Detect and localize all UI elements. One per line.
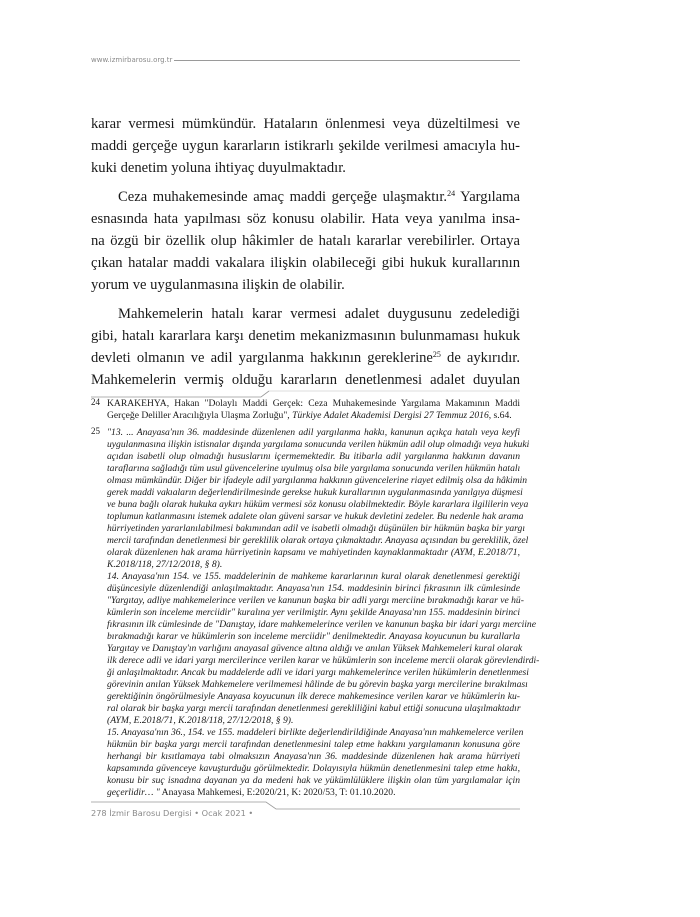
text-line	[107, 703, 520, 715]
text-segment: gerektiğinin öngörülmesiyle Anayasa koyucunun ilk derece mahkemesince verilen karar ve hükümlerin ku-	[107, 691, 520, 702]
footer-text: 278 İzmir Barosu Dergisi • Ocak 2021 •	[91, 808, 254, 818]
text-line	[107, 547, 520, 559]
text-segment: 14. Anayasa'nın 154. ve 155. maddelerinin de mahkeme kararlarının kural olarak denetlenmesi gerektiği	[107, 571, 520, 582]
text-segment: Türkiye Adalet Akademisi Dergisi 27 Temmuz 2016	[292, 410, 489, 421]
text-line	[91, 347, 520, 369]
text-segment: çıkan hatalar maddi vakalara ilişkin olabileceği gibi hukuk kurallarının	[91, 255, 520, 271]
text-segment: kapsamında güvenceye kavuşturduğu görülmektedir. Dolayısıyla hükmün denetlenmesini talep etme hakkı,	[107, 763, 520, 774]
text-segment: ve buna bağlı olarak hukuka aykırı hüküm vermesi söz konusu olabilmektedir. Böyle kararlara ilgililerin veya	[107, 499, 529, 510]
text-line	[107, 655, 540, 667]
text-segment: gibi, hatalı kararlara karşı denetim mekanizmasının bulunmaması hukuk	[91, 328, 520, 344]
text-segment: hükmün bir başka yargı mercii tarafından denetlenmesini talep etme hakkını yargılamanın konusuna göre	[107, 739, 520, 750]
text-segment: 15. Anayasa'nın 36., 154. ve 155. maddeleri birlikte değerlendirildiğinde Anayasa'nın mahkemelerce verilen	[107, 727, 524, 738]
text-segment: "13. ... Anayasa'nın 36. maddesinde düzenlenen adil yargılanma hakkı, kanunun açıkça hatalı veya keyfi	[107, 427, 520, 438]
text-line	[107, 679, 528, 691]
text-line	[91, 325, 520, 347]
text-segment: olarak düzenlenen hak arama hürriyetinin kapsamı ve mahiyetinden kaynaklanmaktadır (AYM, E.2018/71,	[107, 547, 520, 558]
text-segment: Mahkemelerin hatalı karar vermesi adalet duygusunu zedelediği	[118, 306, 520, 322]
text-segment: na özgü bir özellik olup hâkimler de hatalı kararlar verebilirler. Ortaya	[91, 233, 520, 249]
text-segment: ral olarak bir başka yargı mercii tarafından denetlenmesi gerekliliğini kabul ettiği sonucuna ulaşılmaktadır	[107, 703, 521, 714]
running-header	[91, 53, 520, 67]
text-segment: K.2018/118, 27/12/2018, § 8).	[107, 559, 223, 570]
text-line	[107, 439, 530, 451]
text-segment: karar vermesi mümkündür. Hataların önlenmesi veya düzeltilmesi ve	[91, 116, 520, 132]
text-line	[107, 691, 520, 703]
text-segment: olması mümkündür. Diğer bir ifadeyle adil yargılanma hakkının güvencelerine riayet edilmiş olsa da hâkimin	[107, 475, 528, 486]
text-line	[107, 523, 526, 535]
text-line	[107, 667, 529, 679]
text-segment: toplumun katlanmasını istemek adalete olan güveni sarsar ve hukuk devletini zedeler. Bu nedenle hak arama	[107, 511, 524, 522]
text-line	[107, 475, 528, 487]
text-segment: konusu bir suç isnadına dayanan ya da medeni hak ve yükümlülüklere ilişkin olan tüm yargılamalar için	[107, 775, 520, 786]
text-line	[107, 463, 520, 475]
text-line	[107, 631, 520, 643]
text-segment: ilk derece adli ve idari yargı mercilerince verilen karar ve hükümlerin son inceleme mercii olarak görevlendirdi-	[107, 655, 540, 666]
text-line	[91, 369, 520, 391]
text-segment: hürriyetinden yararlanılabilmesi bakımından adil ve isabetli olmadığı düşünülen bir hükmün başka bir yargı	[107, 523, 526, 534]
text-line	[107, 499, 529, 511]
text-segment: "Yargıtay, adliye mahkemelerince verilen ve kanunun başka bir adli yargı merciine bırakmadığı karar ve hü-	[107, 595, 524, 606]
text-line	[107, 739, 520, 751]
text-segment: (AYM, E.2018/71, K.2018/118, 27/12/2018, § 9).	[107, 715, 294, 726]
footnote-reference: 25	[432, 350, 441, 359]
text-segment: taraflarına sağladığı tüm usul güvencelerine uyulmuş olsa bile yargılama sonucunda verilen hükmün hatalı	[107, 463, 521, 474]
paragraph	[91, 113, 520, 179]
text-line	[91, 113, 520, 135]
text-line	[91, 274, 520, 296]
header-rule	[174, 60, 520, 61]
text-line	[107, 427, 520, 439]
text-line	[107, 398, 520, 410]
header-url: www.izmirbarosu.org.tr	[91, 56, 173, 64]
text-line	[107, 787, 520, 799]
text-segment: bırakmadığı karar ve hükümlerin son inceleme merciidir" denilmektedir. Anayasa koyucunun bu kurallarla	[107, 631, 520, 642]
text-line	[107, 559, 520, 571]
text-line	[91, 230, 520, 252]
text-line	[107, 619, 536, 631]
text-line	[107, 775, 520, 787]
text-segment: geçerlidir… "	[107, 787, 160, 798]
text-segment: kümlerin son inceleme merciidir" kuralına yer verilmiştir. Aynı şekilde Anayasa'nın 155. maddesinin birinci	[107, 607, 521, 618]
text-segment: görevinin anılan Yüksek Mahkemelere verilmemesi hâlinde de bu görevin başka yargı mercilerine bırakılması	[107, 679, 528, 690]
text-segment: esnasında hata yapılması söz konusu olabilir. Hata veya yanılma insa-	[91, 211, 520, 227]
text-segment: Yargılama	[455, 189, 520, 205]
text-line	[107, 511, 524, 523]
text-segment: , s.64.	[488, 410, 512, 421]
text-line	[107, 643, 523, 655]
text-segment: açıdan isabetli olup olmadığı hususlarını içermemektedir. Bu itibarla adil yargılanma hakkının davanın	[107, 451, 520, 462]
footnote-number: 24	[91, 397, 100, 407]
running-footer	[91, 799, 520, 819]
text-segment: Mahkemelerin vermiş olduğu kararların denetlenmesi adalet duyulan	[91, 372, 520, 388]
text-line	[107, 763, 520, 775]
text-line	[107, 583, 520, 595]
text-line	[91, 135, 520, 157]
text-segment: KARAKEHYA, Hakan "Dolaylı Maddi Gerçek: Ceza Muhakemesinde Yargılama Makamının Maddi	[107, 398, 520, 409]
text-segment: de aykırıdır.	[440, 350, 521, 366]
text-line	[91, 186, 520, 208]
body-text	[91, 113, 520, 391]
text-segment: Anayasa Mahkemesi, E:2020/21, K: 2020/53, T: 01.10.2020.	[159, 787, 396, 798]
text-line	[107, 410, 520, 422]
footnotes	[91, 397, 540, 799]
text-line	[107, 487, 523, 499]
text-line	[107, 715, 520, 727]
text-segment: yorum ve uygulanmasına ilişkin de olabilir.	[91, 277, 345, 293]
text-line	[107, 571, 520, 583]
paragraph	[91, 186, 520, 296]
text-line	[107, 607, 520, 619]
text-segment: Yargıtay ve Danıştay'ın varlığını anayasal güvence altına aldığı ve anılan Yüksek Mahkemeleri kural olarak	[107, 643, 523, 654]
text-segment: kuki denetim yoluna ihtiyaç duyulmaktadır.	[91, 160, 346, 176]
text-segment: gerek maddi vakıaların değerlendirilmesinde gerekse hukuk kurallarının uygulanmasında yanılgıya düşmesi	[107, 487, 523, 498]
text-line	[107, 451, 520, 463]
text-line	[107, 595, 524, 607]
paragraph	[91, 303, 520, 391]
footnote-reference: 24	[447, 189, 456, 198]
text-line	[107, 727, 524, 739]
text-segment: mercii tarafından denetlenmesi bir gereklilik olarak ortaya çıkmaktadır. Anayasa açısından bu gereklilik, özel	[107, 535, 529, 546]
text-segment: maddi gerçeğe uygun kararların istikrarlı şekilde verilmesi amacıyla hu-	[91, 138, 520, 154]
text-segment: devleti olmanın ve adil yargılanma hakkının gereklerine	[91, 350, 433, 366]
footnote	[91, 398, 520, 422]
text-line	[91, 303, 520, 325]
footnote	[91, 426, 540, 799]
text-line	[107, 535, 529, 547]
text-line	[91, 157, 520, 179]
text-segment: Ceza muhakemesinde amaç maddi gerçeğe ulaşmaktır.	[118, 189, 448, 205]
text-line	[91, 208, 520, 230]
text-line	[107, 751, 520, 763]
text-segment: ği anlaşılmaktadır. Ancak bu maddelerde adli ve idari yargı mahkemelerince verilen hükümlerin denetlenmesi	[107, 667, 529, 678]
text-segment: herhangi bir kısıtlamaya tabi olmaksızın Anayasa'nın 36. maddesinde düzenlenen hak arama hürriyeti	[107, 751, 520, 762]
text-segment: fıkrasının ilk cümlesinde de "Danıştay, idare mahkemelerince verilen ve kanunun başka bir idari yargı merciine	[107, 619, 536, 630]
text-segment: uygulanmasına ilişkin istisnalar dışında yargılama sonucunda verilen hükmün adil olup olmadığı veya hukuki	[107, 439, 530, 450]
footnote-number: 25	[91, 426, 100, 436]
text-segment: düşüncesiyle düzenlendiği anlaşılmaktadır. Anayasa'nın 154. maddesinin birinci fıkrasının ilk cümlesinde	[107, 583, 520, 594]
text-line	[91, 252, 520, 274]
text-segment: Gerçeğe Deliller Aracılığıyla Ulaşma Zorluğu",	[107, 410, 293, 421]
